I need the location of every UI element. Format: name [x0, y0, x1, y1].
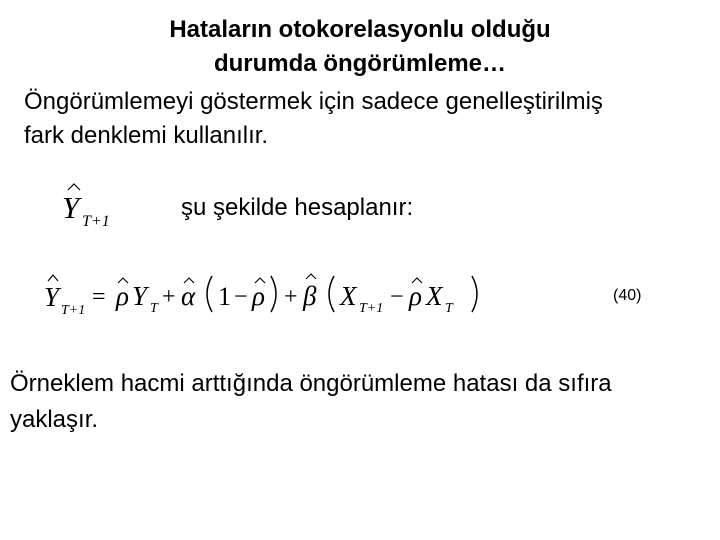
eq-rho: ρ — [252, 281, 265, 311]
hesaplanir-text: şu şekilde hesaplanır: — [181, 194, 414, 221]
eq-subscript-t-plus-1: T+1 — [359, 301, 384, 316]
eq-plus: + — [162, 284, 176, 310]
eq-rho: ρ — [116, 281, 129, 311]
left-paren — [207, 276, 212, 312]
eq-x: X — [426, 281, 443, 311]
intro-line-1: Öngörümlemeyi göstermek için sadece genelleştirilmiş — [24, 88, 603, 115]
forecast-equation — [40, 270, 500, 326]
eq-subscript-t: T — [150, 301, 158, 316]
eq-equals: = — [92, 284, 106, 310]
eq-alpha: α — [181, 281, 196, 311]
eq-minus: − — [390, 284, 404, 310]
hat-mark — [306, 274, 316, 279]
forecast-symbol — [58, 180, 128, 232]
conclusion-line-2: yaklaşır. — [10, 406, 99, 433]
eq-plus: + — [284, 284, 298, 310]
eq-y: Y — [132, 281, 148, 311]
eq-lhs-subscript: T+1 — [61, 303, 86, 318]
right-paren — [271, 276, 276, 312]
hat-mark — [48, 275, 58, 281]
slide-title-line-2: durumda öngörümleme… — [213, 50, 507, 77]
eq-subscript-t: T — [445, 301, 453, 316]
forecast-subscript: T+1 — [82, 213, 110, 230]
slide-title-line-1: Hataların otokorelasyonlu olduğu — [169, 16, 551, 43]
eq-one: 1 — [218, 282, 231, 311]
eq-lhs-y: Y — [44, 282, 60, 312]
conclusion-line-1: Örneklem hacmi arttığında öngörümleme hatası da sıfıra — [10, 370, 612, 397]
intro-line-2: fark denklemi kullanılır. — [24, 122, 269, 149]
eq-minus: − — [234, 284, 248, 310]
right-paren — [472, 276, 477, 312]
eq-rho: ρ — [409, 281, 422, 311]
forecast-y: Y — [62, 190, 80, 225]
eq-beta: β — [303, 281, 317, 311]
eq-x: X — [340, 281, 357, 311]
equation-number: (40) — [613, 287, 642, 304]
left-paren — [329, 276, 334, 312]
